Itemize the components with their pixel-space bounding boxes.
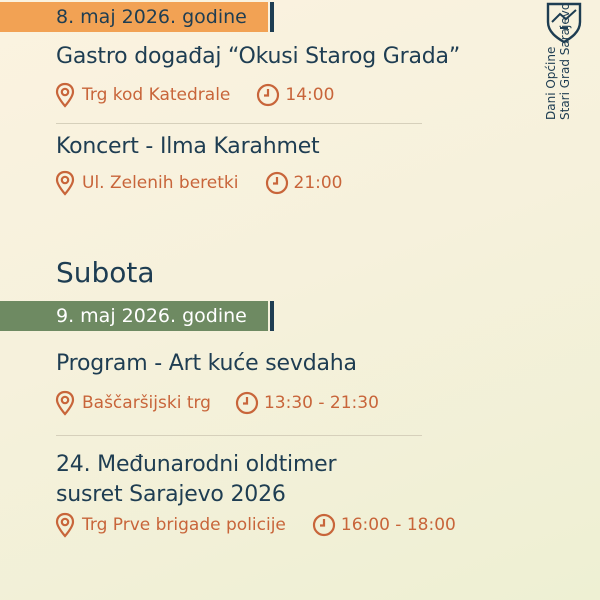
event-title: Gastro događaj “Okusi Starog Grada”: [56, 44, 461, 69]
event-time: 13:30 - 21:30: [263, 393, 379, 413]
event-title-line: 24. Međunarodni oldtimer: [56, 452, 337, 477]
clock-icon: [256, 83, 280, 107]
clock-icon: [235, 391, 259, 415]
event-time: 16:00 - 18:00: [340, 515, 456, 535]
logo-line: Stari Grad Sarajevo: [558, 2, 572, 120]
location-pin-icon: [54, 170, 76, 196]
divider: [56, 435, 422, 436]
event-meta: [54, 82, 334, 108]
event-location: Trg Prve brigade policije: [82, 515, 286, 535]
event-title: Program - Art kuće sevdaha: [56, 351, 357, 376]
event-title-line: susret Sarajevo 2026: [56, 482, 286, 507]
event-time: 14:00: [285, 85, 335, 105]
clock-icon: [265, 171, 289, 195]
event-meta: [54, 390, 379, 416]
event-time: 21:00: [293, 173, 343, 193]
event-title: Koncert - Ilma Karahmet: [56, 134, 320, 159]
date-label: 9. maj 2026. godine: [56, 305, 247, 327]
event-title: [56, 450, 336, 510]
location-pin-icon: [54, 82, 76, 108]
day-heading: Subota: [56, 256, 155, 289]
logo-line: Dani Općine: [544, 46, 558, 120]
location-pin-icon: [54, 512, 76, 538]
location-pin-icon: [54, 390, 76, 416]
event-meta: [54, 170, 343, 196]
clock-icon: [312, 513, 336, 537]
logo-text: [544, 2, 572, 120]
date-bar-saturday: [0, 301, 268, 331]
event-location: Baščaršijski trg: [82, 393, 211, 413]
divider: [56, 123, 422, 124]
event-location: Ul. Zelenih beretki: [82, 173, 239, 193]
date-label: 8. maj 2026. godine: [56, 6, 247, 28]
date-bar-friday: [0, 2, 268, 32]
event-meta: [54, 512, 456, 538]
event-location: Trg kod Katedrale: [82, 85, 231, 105]
